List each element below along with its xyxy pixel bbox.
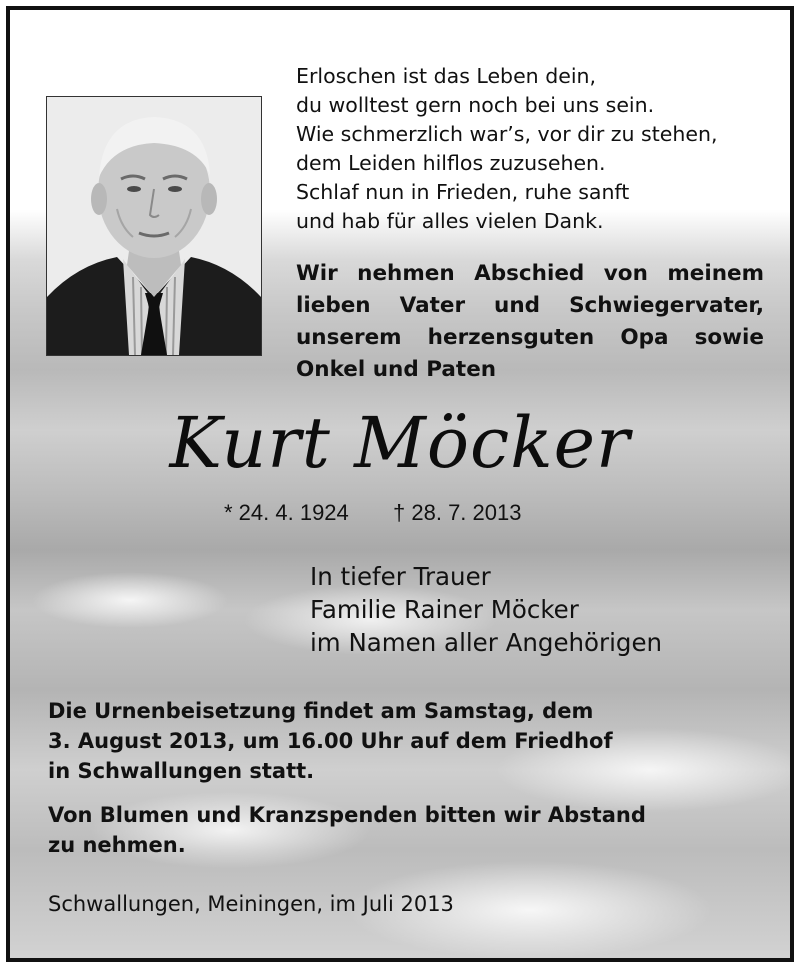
flowers-line: Von Blumen und Kranzspenden bitten wir Abstand: [48, 803, 646, 827]
poem-line: Erloschen ist das Leben dein,: [296, 64, 597, 88]
farewell-line: Wir nehmen Abschied von meinem: [296, 261, 764, 286]
death-date: † 28. 7. 2013: [393, 500, 522, 525]
burial-announcement: [48, 696, 768, 786]
obituary-notice: [6, 6, 794, 962]
poem-line: dem Leiden hilflos zuzusehen.: [296, 151, 606, 175]
mourners: [310, 560, 662, 659]
farewell-line: Onkel und Paten: [296, 357, 497, 382]
poem-line: du wolltest gern noch bei uns sein.: [296, 93, 655, 117]
deceased-name: Kurt Möcker: [169, 402, 631, 484]
portrait-image: [47, 97, 261, 355]
farewell-text: [296, 258, 764, 386]
mourners-line: im Namen aller Angehörigen: [310, 628, 663, 657]
flowers-request: [48, 800, 768, 860]
birth-date: * 24. 4. 1924: [224, 500, 349, 525]
burial-line: in Schwallungen statt.: [48, 759, 315, 783]
flowers-line: zu nehmen.: [48, 833, 186, 857]
farewell-line: lieben Vater und Schwiegervater,: [296, 293, 764, 318]
life-dates: [224, 500, 521, 526]
poem: [296, 62, 776, 236]
poem-line: und hab für alles vielen Dank.: [296, 209, 604, 233]
mourners-line: Familie Rainer Möcker: [310, 595, 579, 624]
poem-line: Schlaf nun in Frieden, ruhe sanft: [296, 180, 630, 204]
mourners-line: In tiefer Trauer: [310, 562, 491, 591]
portrait-photo: [46, 96, 262, 356]
burial-line: 3. August 2013, um 16.00 Uhr auf dem Friedhof: [48, 729, 613, 753]
burial-line: Die Urnenbeisetzung findet am Samstag, dem: [48, 699, 594, 723]
farewell-line: unserem herzensguten Opa sowie: [296, 325, 764, 350]
poem-line: Wie schmerzlich war’s, vor dir zu stehen,: [296, 122, 718, 146]
place-and-date: Schwallungen, Meiningen, im Juli 2013: [48, 892, 454, 916]
